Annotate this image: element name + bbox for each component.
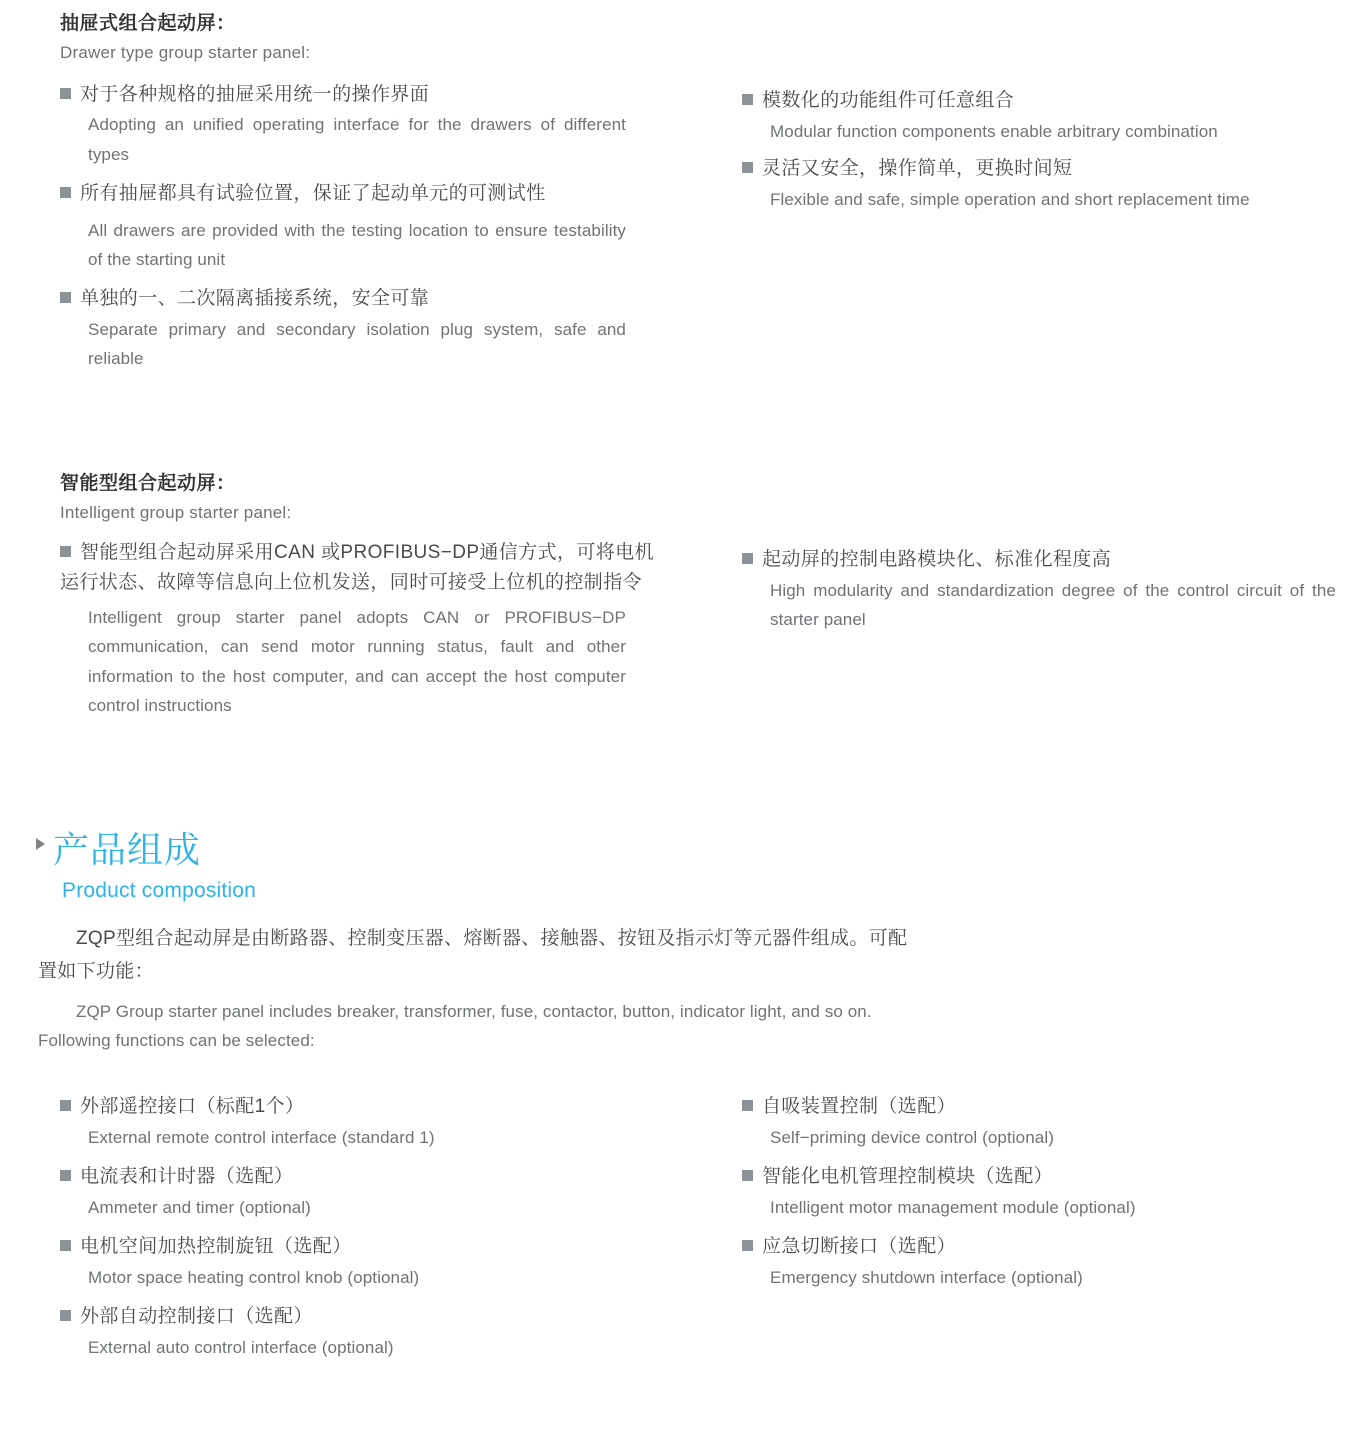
square-bullet-icon <box>742 162 753 173</box>
bullet-en: External remote control interface (standard 1) <box>88 1127 435 1147</box>
paragraph-cn: ZQP型组合起动屏是由断路器、控制变压器、熔断器、接触器、按钮及指示灯等元器件组成。可配置如下功能： <box>38 928 908 983</box>
composition-right-list <box>742 1092 1312 1292</box>
bullet-en: Intelligent group starter panel adopts CAN or PROFIBUS−DP communication, can send motor running status, fault and other information to the host computer, and can accept the host computer control instructions <box>88 608 626 715</box>
square-bullet-icon <box>742 1170 753 1181</box>
list-item <box>60 1302 660 1362</box>
list-item <box>742 1162 1312 1222</box>
bullet-cn: 灵活又安全，操作简单，更换时间短 <box>742 158 1072 179</box>
list-item <box>60 179 660 274</box>
bullet-cn: 所有抽屉都具有试验位置，保证了起动单元的可测试性 <box>60 183 546 204</box>
list-item <box>742 1232 1312 1292</box>
square-bullet-icon <box>60 292 71 303</box>
list-item <box>742 154 1312 214</box>
square-bullet-icon <box>742 94 753 105</box>
bullet-en: Adopting an unified operating interface for the drawers of different types <box>88 115 626 164</box>
section-drawer-right <box>742 86 1312 214</box>
list-item <box>60 80 660 169</box>
list-item <box>60 1092 660 1152</box>
page-subtitle: Product composition <box>62 879 257 903</box>
composition-left-list <box>60 1092 660 1362</box>
bullet-en: Emergency shutdown interface (optional) <box>770 1267 1083 1287</box>
list-item <box>60 1232 660 1292</box>
product-composition-body <box>38 922 918 1056</box>
paragraph-en: ZQP Group starter panel includes breaker, transformer, fuse, contactor, button, indicator light, and so on. Following functions can be selected: <box>38 1001 872 1051</box>
bullet-en: Intelligent motor management module (optional) <box>770 1197 1136 1217</box>
bullet-en: All drawers are provided with the testing location to ensure testability of the starting unit <box>88 220 626 269</box>
page-title: 产品组成 <box>53 829 202 870</box>
bullet-cn: 外部遥控接口（标配1个） <box>60 1096 304 1117</box>
square-bullet-icon <box>60 187 71 198</box>
list-item <box>60 1162 660 1222</box>
bullet-en: Separate primary and secondary isolation plug system, safe and reliable <box>88 319 626 369</box>
section-title-en: Drawer type group starter panel: <box>60 42 311 62</box>
square-bullet-icon <box>60 1240 71 1251</box>
bullet-cn: 智能型组合起动屏采用CAN 或PROFIBUS−DP通信方式，可将电机运行状态、故障等信息向上位机发送，同时可接受上位机的控制指令 <box>60 541 655 594</box>
list-item <box>742 545 1336 634</box>
square-bullet-icon <box>742 1100 753 1111</box>
bullet-cn: 智能化电机管理控制模块（选配） <box>742 1166 1053 1187</box>
list-item <box>60 284 660 373</box>
square-bullet-icon <box>60 546 71 557</box>
bullet-en: High modularity and standardization degree of the control circuit of the starter panel <box>770 580 1336 629</box>
bullet-cn: 应急切断接口（选配） <box>742 1236 956 1257</box>
heading-line <box>36 828 836 871</box>
bullet-en: Flexible and safe, simple operation and short replacement time <box>770 189 1250 209</box>
square-bullet-icon <box>60 1100 71 1111</box>
bullet-cn: 单独的一、二次隔离插接系统，安全可靠 <box>60 288 429 309</box>
section-title-cn: 智能型组合起动屏： <box>60 473 236 494</box>
square-bullet-icon <box>742 1240 753 1251</box>
list-item <box>742 1092 1312 1152</box>
list-item <box>742 86 1312 146</box>
bullet-cn: 外部自动控制接口（选配） <box>60 1306 313 1327</box>
section-drawer-left <box>60 10 660 373</box>
bullet-en: Ammeter and timer (optional) <box>88 1197 311 1217</box>
bullet-cn: 自吸装置控制（选配） <box>742 1096 956 1117</box>
triangle-marker-icon <box>36 838 45 850</box>
product-composition-heading <box>36 828 836 903</box>
bullet-cn: 电机空间加热控制旋钮（选配） <box>60 1236 352 1257</box>
square-bullet-icon <box>60 88 71 99</box>
bullet-list <box>60 80 660 374</box>
section-title-cn: 抽屉式组合起动屏： <box>60 13 236 34</box>
section-title-en: Intelligent group starter panel: <box>60 502 292 522</box>
section-intelligent-left <box>60 470 660 720</box>
bullet-cn: 电流表和计时器（选配） <box>60 1166 293 1187</box>
list-item <box>60 538 660 720</box>
bullet-cn: 起动屏的控制电路模块化、标准化程度高 <box>742 549 1111 570</box>
bullet-en: Self−priming device control (optional) <box>770 1127 1054 1147</box>
bullet-cn: 对于各种规格的抽屉采用统一的操作界面 <box>60 84 429 105</box>
square-bullet-icon <box>742 553 753 564</box>
bullet-en: Motor space heating control knob (optional) <box>88 1267 420 1287</box>
bullet-en: Modular function components enable arbitrary combination <box>770 121 1218 141</box>
bullet-cn: 模数化的功能组件可任意组合 <box>742 90 1014 111</box>
bullet-en: External auto control interface (optional) <box>88 1337 394 1357</box>
square-bullet-icon <box>60 1170 71 1181</box>
section-intelligent-right <box>742 545 1336 634</box>
square-bullet-icon <box>60 1310 71 1321</box>
bullet-list <box>60 538 660 720</box>
